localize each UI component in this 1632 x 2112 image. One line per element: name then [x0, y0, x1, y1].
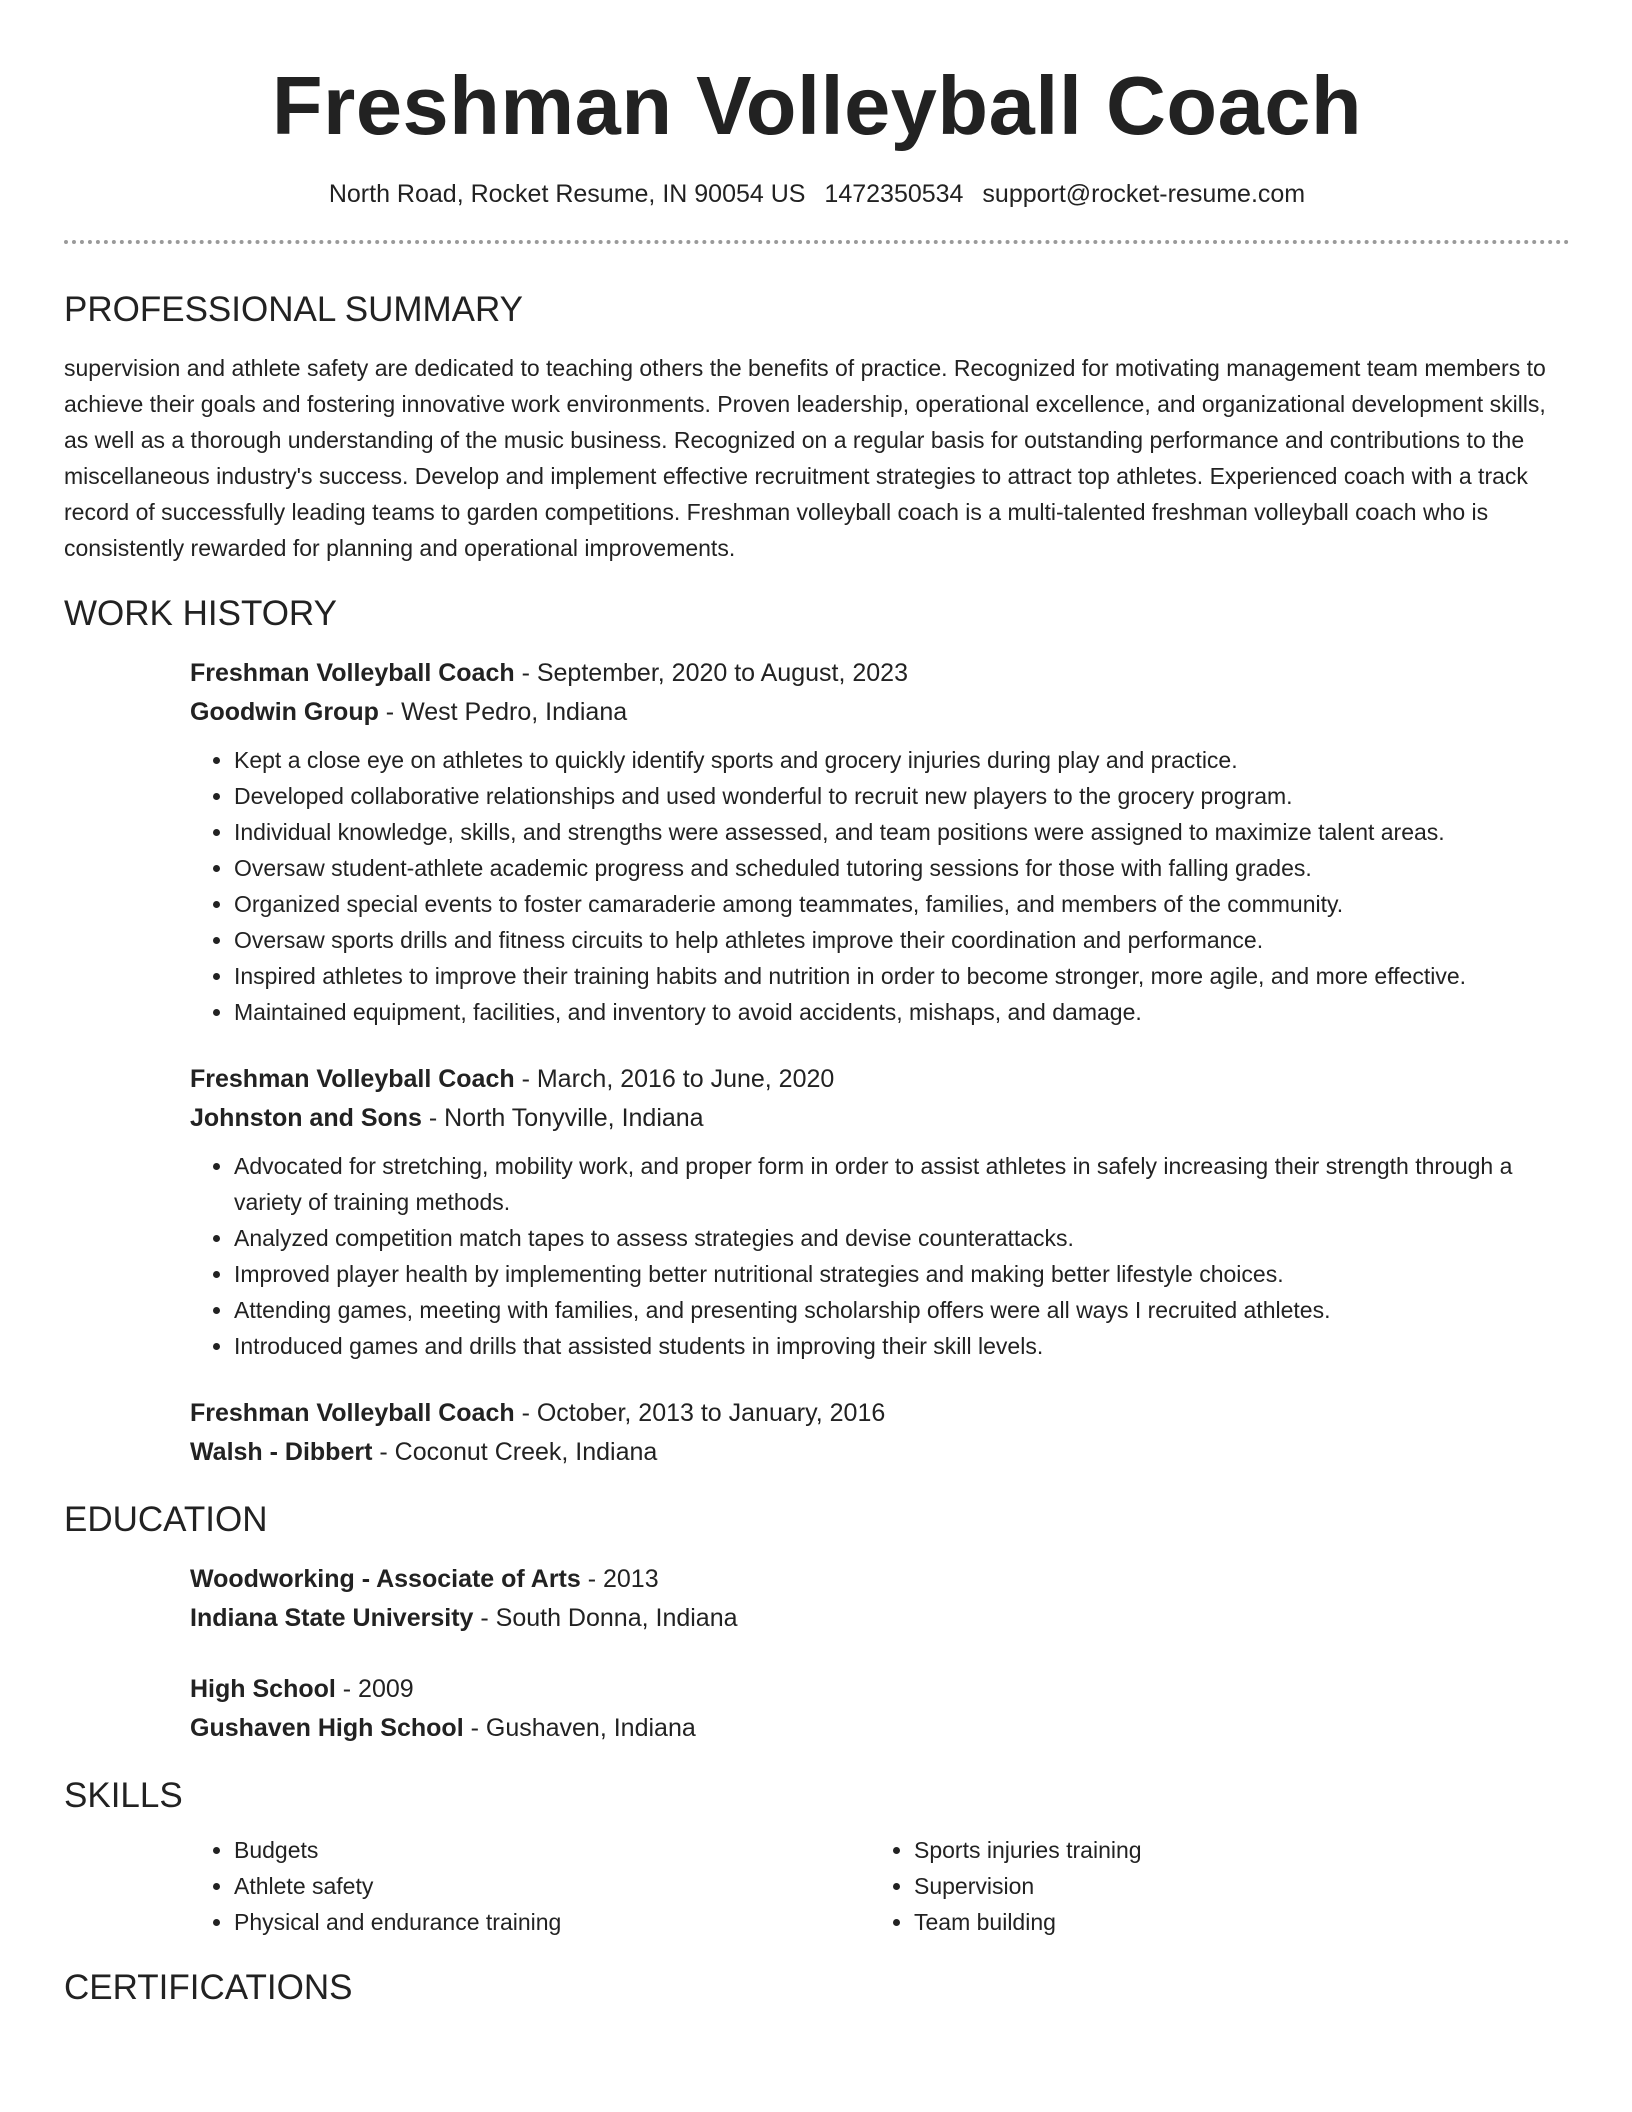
skill-item: • Sports injuries training [914, 1832, 1550, 1868]
education-school: Gushaven High School [190, 1714, 464, 1742]
list-item: • Advocated for stretching, mobility work, and proper form in order to assist athletes in safely increasing their strength through a variety of training methods. [234, 1148, 1570, 1220]
job-company: Walsh - Dibbert [190, 1438, 373, 1466]
section-title-summary: PROFESSIONAL SUMMARY [64, 290, 523, 329]
list-item: • Analyzed competition match tapes to assess strategies and devise counterattacks. [234, 1220, 1570, 1256]
job-bullets [190, 742, 1570, 1030]
skills-column-left [190, 1832, 870, 1940]
education-degree-line [190, 1560, 1570, 1599]
job-dates: - March, 2016 to June, 2020 [514, 1065, 835, 1093]
job-company-line [190, 1433, 1570, 1472]
skill-item: • Team building [914, 1904, 1550, 1940]
job-role: Freshman Volleyball Coach [190, 659, 515, 687]
section-title-certifications: CERTIFICATIONS [64, 1968, 353, 2007]
education-year: - 2013 [580, 1565, 659, 1593]
education-location: - Gushaven, Indiana [463, 1714, 696, 1742]
education-entry [190, 1560, 1570, 1638]
job-dates: - October, 2013 to January, 2016 [514, 1399, 886, 1427]
list-item: • Maintained equipment, facilities, and inventory to avoid accidents, mishaps, and damage. [234, 994, 1570, 1030]
job-company: Johnston and Sons [190, 1104, 422, 1132]
skill-item: • Supervision [914, 1868, 1550, 1904]
list-item: • Oversaw sports drills and fitness circuits to help athletes improve their coordination and performance. [234, 922, 1570, 958]
header-divider [64, 240, 1570, 244]
section-title-work: WORK HISTORY [64, 594, 337, 633]
skills-list [190, 1832, 1570, 1940]
summary-text: supervision and athlete safety are dedicated to teaching others the benefits of practice. Recognized for motivating management team members to achieve their goals and fostering innovative work environments. Proven leadership, operational excellence, and organizational development skills, as well as a thorough understanding of the music business. Recognized on a regular basis for outstanding performance and contributions to the miscellaneous industry's success. Develop and implement effective recruitment strategies to attract top athletes. Experienced coach with a track record of successfully leading teams to garden competitions. Freshman volleyball coach is a multi-talented freshman volleyball coach who is consistently rewarded for planning and operational improvements. [64, 355, 1546, 561]
list-item: • Introduced games and drills that assisted students in improving their skill levels. [234, 1328, 1570, 1364]
job-company: Goodwin Group [190, 698, 379, 726]
list-item: • Oversaw student-athlete academic progress and scheduled tutoring sessions for those with falling grades. [234, 850, 1570, 886]
job-dates: - September, 2020 to August, 2023 [514, 659, 908, 687]
contact-address: North Road, Rocket Resume, IN 90054 US [328, 180, 806, 208]
job-location: - West Pedro, Indiana [378, 698, 628, 726]
job-entry [190, 1394, 1570, 1472]
education-location: - South Donna, Indiana [473, 1604, 738, 1632]
education-school-line [190, 1599, 1570, 1638]
contact-line [64, 178, 1570, 210]
education-entry [190, 1670, 1570, 1748]
education-degree: High School [190, 1675, 336, 1703]
section-title-education: EDUCATION [64, 1500, 268, 1539]
skills-column-right [870, 1832, 1550, 1940]
education-degree: Woodworking - Associate of Arts [190, 1565, 581, 1593]
contact-email: support@rocket-resume.com [982, 180, 1306, 208]
education-year: - 2009 [335, 1675, 414, 1703]
list-item: • Attending games, meeting with families, and presenting scholarship offers were all ways I recruited athletes. [234, 1292, 1570, 1328]
job-role: Freshman Volleyball Coach [190, 1399, 515, 1427]
resume-name: Freshman Volleyball Coach [271, 59, 1363, 152]
job-title-line [190, 654, 1570, 693]
job-location: - North Tonyville, Indiana [421, 1104, 704, 1132]
list-item: • Improved player health by implementing better nutritional strategies and making better lifestyle choices. [234, 1256, 1570, 1292]
job-bullets [190, 1148, 1570, 1364]
job-location: - Coconut Creek, Indiana [372, 1438, 658, 1466]
section-title-skills: SKILLS [64, 1776, 183, 1815]
job-title-line [190, 1394, 1570, 1433]
skill-item: • Athlete safety [234, 1868, 870, 1904]
education-school-line [190, 1709, 1570, 1748]
job-company-line [190, 1099, 1570, 1138]
education-school: Indiana State University [190, 1604, 474, 1632]
job-company-line [190, 693, 1570, 732]
job-role: Freshman Volleyball Coach [190, 1065, 515, 1093]
skill-item: • Physical and endurance training [234, 1904, 870, 1940]
list-item: • Individual knowledge, skills, and strengths were assessed, and team positions were assigned to maximize talent areas. [234, 814, 1570, 850]
contact-phone: 1472350534 [824, 180, 964, 208]
list-item: • Kept a close eye on athletes to quickly identify sports and grocery injuries during play and practice. [234, 742, 1570, 778]
job-title-line [190, 1060, 1570, 1099]
skill-item: • Budgets [234, 1832, 870, 1868]
education-degree-line [190, 1670, 1570, 1709]
list-item: • Organized special events to foster camaraderie among teammates, families, and members of the community. [234, 886, 1570, 922]
list-item: • Inspired athletes to improve their training habits and nutrition in order to become stronger, more agile, and more effective. [234, 958, 1570, 994]
job-entry [190, 654, 1570, 1030]
list-item: • Developed collaborative relationships and used wonderful to recruit new players to the grocery program. [234, 778, 1570, 814]
job-entry [190, 1060, 1570, 1364]
resume-page [64, 0, 1570, 2010]
